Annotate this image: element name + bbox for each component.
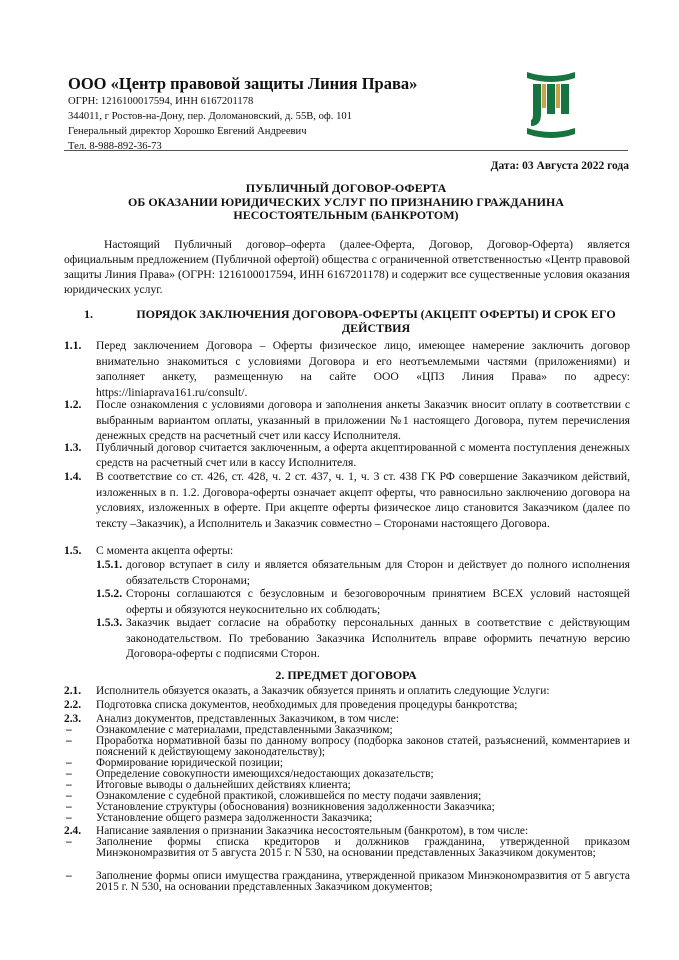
list-item bbox=[64, 736, 630, 757]
clause-text: Анализ документов, представленных Заказчиком, в том числе: bbox=[96, 713, 400, 725]
list-item-text: Проработка нормативной базы по данному вопросу (подборка законов статей, разъяснений, комментариев и пояснений к действующему законодательству); bbox=[96, 735, 630, 758]
list-item bbox=[64, 837, 630, 858]
list-item-text: Заполнение формы описи имущества гражданина, утвержденной приказом Минэкономразвития от 5 августа 2015 г. N 530, на основании представленных Заказчиком документов; bbox=[96, 870, 630, 893]
dash-marker: – bbox=[66, 870, 72, 882]
list-item bbox=[64, 802, 630, 813]
clause-1-1 bbox=[64, 338, 630, 400]
clause-text: Публичный договор считается заключенным, а оферта акцептированной с момента поступления денежных средств на расчетный счет или в кассу Исполнителя. bbox=[96, 441, 630, 469]
company-header bbox=[68, 74, 508, 154]
logo-mark bbox=[527, 72, 575, 138]
company-director: Генеральный директор Хорошко Евгений Андреевич bbox=[68, 126, 307, 137]
company-ogrn-inn: ОГРН: 1216100017594, ИНН 6167201178 bbox=[68, 96, 254, 107]
list-item-text: Ознакомление с материалами, представленными Заказчиком; bbox=[96, 724, 393, 736]
section-1-number: 1. bbox=[84, 307, 93, 321]
company-name: ООО «Центр правовой защиты Линия Права» bbox=[68, 74, 418, 93]
title-line-2: ОБ ОКАЗАНИИ ЮРИДИЧЕСКИХ УСЛУГ ПО ПРИЗНАНИЮ ГРАЖДАНИНА bbox=[128, 194, 564, 209]
dash-marker: – bbox=[66, 779, 72, 791]
list-item-text: Установление структуры (обоснования) возникновения задолженности Заказчика; bbox=[96, 801, 495, 813]
clause-2-1 bbox=[64, 684, 630, 698]
intro-paragraph: Настоящий Публичный договор–оферта (далее-Оферта, Договор, Договор-Оферта) является официальным предложением (Публичной офертой) общества с ограниченной ответственностью «Центр правовой защиты Линия Права» (ОГРН: 1216100017594, ИНН 6167201178) и содержит все существенные условия оказания юридических услуг. bbox=[64, 238, 630, 296]
title-line-1: ПУБЛИЧНЫЙ ДОГОВОР-ОФЕРТА bbox=[245, 181, 447, 195]
clause-1-5 bbox=[64, 543, 630, 558]
clause-number: 1.1. bbox=[64, 339, 82, 352]
title-line-3: НЕСОСТОЯТЕЛЬНЫМ (БАНКРОТОМ) bbox=[233, 208, 459, 222]
clause-text: Подготовка списка документов, необходимых для проведения процедуры банкротства; bbox=[96, 699, 518, 711]
company-address: 344011, г Ростов-на-Дону, пер. Доломановский, д. 55В, оф. 101 bbox=[68, 111, 352, 122]
list-item-text: Формирование юридической позиции; bbox=[96, 757, 284, 769]
dash-marker: – bbox=[66, 757, 72, 769]
dash-marker: – bbox=[66, 801, 72, 813]
section-1-title: ПОРЯДОК ЗАКЛЮЧЕНИЯ ДОГОВОРА-ОФЕРТЫ (АКЦЕПТ ОФЕРТЫ) И СРОК ЕГО ДЕЙСТВИЯ bbox=[136, 307, 616, 335]
clause-number: 1.3. bbox=[64, 441, 82, 454]
dash-marker: – bbox=[66, 812, 72, 824]
clause-number: 1.4. bbox=[64, 470, 82, 483]
clause-text: Стороны соглашаются с безусловным и безоговорочным принятием ВСЕХ условий настоящей оферты и обязуются неукоснительно их соблюдать; bbox=[126, 587, 630, 616]
clause-text: договор вступает в силу и является обязательным для Сторон и действует до полного исполнения обязательств Сторонами; bbox=[126, 558, 630, 587]
list-item-text: Определение совокупности имеющихся/недостающих доказательств; bbox=[96, 768, 434, 780]
clause-number: 2.1. bbox=[64, 685, 82, 697]
clause-text: Перед заключением Договора – Оферты физическое лицо, имеющее намерение заключить договор внимательно знакомиться с условиями Договора и его неотъемлемыми частями (приложениями) и заполняет анкету, размещенную на сайте ООО «ЦПЗ Линия Права» по адресу: https://liniaprava161.ru/consult/. bbox=[96, 339, 630, 399]
list-item bbox=[64, 758, 630, 769]
clause-1-5-2 bbox=[96, 586, 630, 617]
section-2-heading: 2. ПРЕДМЕТ ДОГОВОРА bbox=[275, 668, 417, 682]
dash-marker: – bbox=[66, 836, 72, 848]
list-item-text: Заполнение формы списка кредиторов и должников гражданина, утвержденной приказом Минэкономразвития от 5 августа 2015 г. N 530, на основании представленных Заказчиком документов; bbox=[96, 836, 630, 859]
document-date: Дата: 03 Августа 2022 года bbox=[490, 160, 629, 172]
clause-text: Заказчик выдает согласие на обработку персональных данных в соответствие с действующим законодательством. По требованию Заказчика Исполнитель вправе оформить печатную версию Договора-оферты с подписями Сторон. bbox=[126, 616, 630, 660]
list-item bbox=[64, 813, 630, 824]
clause-text: С момента акцепта оферты: bbox=[96, 544, 234, 557]
header-divider bbox=[64, 150, 628, 151]
document-title bbox=[64, 182, 628, 223]
dash-marker: – bbox=[66, 790, 72, 802]
dash-marker: – bbox=[66, 768, 72, 780]
clause-number: 1.5.1. bbox=[96, 558, 123, 571]
clause-1-2 bbox=[64, 397, 630, 444]
clause-number: 1.5.3. bbox=[96, 616, 123, 629]
clause-1-4 bbox=[64, 469, 630, 531]
clause-text: Написание заявления о признании Заказчика несостоятельным (банкротом), в том числе: bbox=[96, 825, 529, 837]
clause-2-2 bbox=[64, 699, 630, 711]
clause-number: 1.5.2. bbox=[96, 587, 123, 600]
list-item-text: Ознакомление с судебной практикой, сложившейся по месту подачи заявления; bbox=[96, 790, 482, 802]
list-item bbox=[64, 780, 630, 791]
clause-number: 1.2. bbox=[64, 398, 82, 411]
list-item bbox=[64, 769, 630, 780]
dash-marker: – bbox=[66, 735, 72, 747]
list-item-text: Итоговые выводы о дальнейших действиях клиента; bbox=[96, 779, 351, 791]
clause-text: В соответствие со ст. 426, ст. 428, ч. 2 ст. 437, ч. 1, ч. 3 ст. 438 ГК РФ совершение Заказчиком действий, изложенных в п. 1.2. Договора-оферты означает акцепт оферты, что равносильно заключению договора на условиях, изложенных в оферте. При акцепте оферты физическое лицо становится Заказчиком (далее по тексту –Заказчик), а Исполнитель и Заказчик совместно – Сторонами настоящего Договора. bbox=[96, 470, 630, 530]
clause-text: После ознакомления с условиями договора и заполнения анкеты Заказчик вносит оплату в соответствии с выбранным вариантом оплаты, указанный в приложении №1 настоящего Договора, путем перечисления денежных средств на расчетный счет или кассу Исполнителя. bbox=[96, 398, 630, 442]
list-item-text: Установление общего размера задолженности Заказчика; bbox=[96, 812, 373, 824]
clause-1-3 bbox=[64, 440, 630, 470]
clause-1-5-3 bbox=[96, 615, 630, 662]
dash-marker: – bbox=[66, 724, 72, 736]
clause-number: 2.4. bbox=[64, 825, 82, 837]
clause-number: 2.3. bbox=[64, 713, 82, 725]
clause-text: Исполнитель обязуется оказать, а Заказчик обязуется принять и оплатить следующие Услуги: bbox=[96, 685, 550, 697]
list-item bbox=[64, 725, 630, 736]
clause-number: 2.2. bbox=[64, 699, 82, 711]
list-item bbox=[64, 791, 630, 802]
list-item bbox=[64, 871, 630, 892]
company-phone: Тел. 8-988-892-36-73 bbox=[68, 141, 162, 152]
clause-1-5-1 bbox=[96, 557, 630, 588]
clause-number: 1.5. bbox=[64, 544, 82, 557]
section-1-heading bbox=[64, 308, 628, 335]
company-logo bbox=[525, 62, 577, 142]
